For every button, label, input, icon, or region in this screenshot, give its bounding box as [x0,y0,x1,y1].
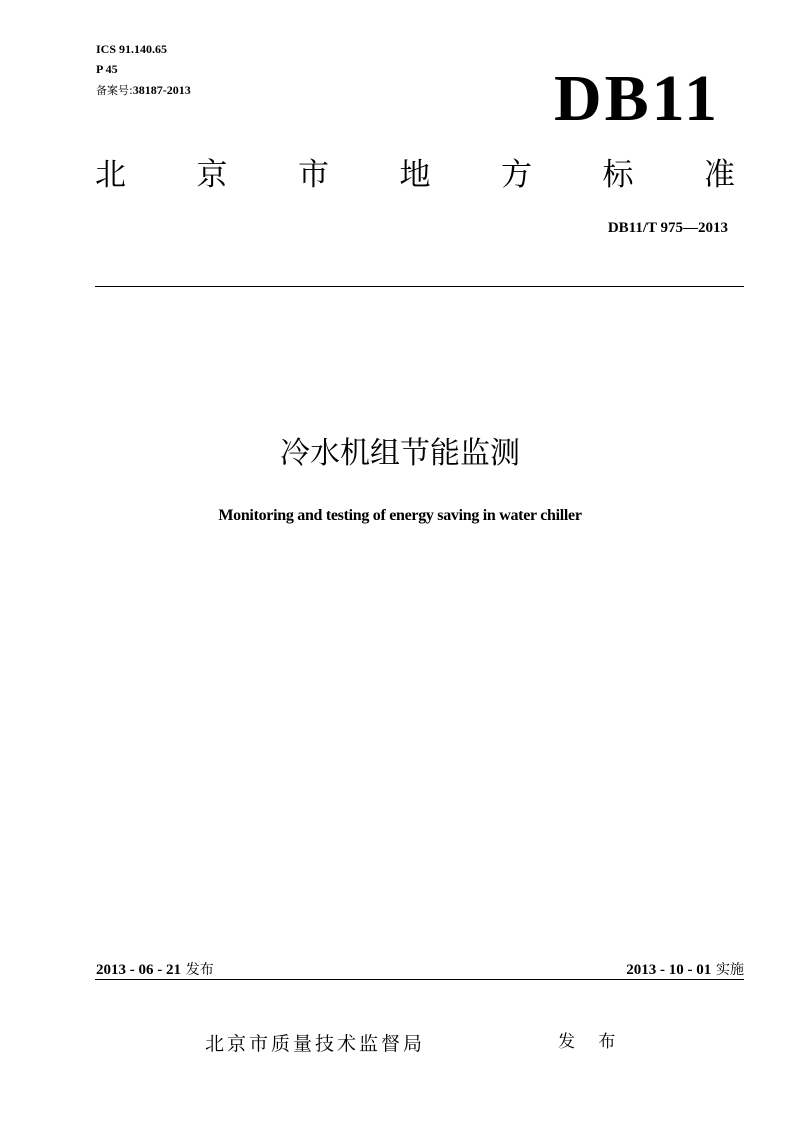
publish-label: 发 布 [558,1032,625,1052]
implement-date: 2013 - 10 - 01 [626,962,712,978]
standard-type-char: 方 [501,157,532,193]
ccs-code: P 45 [96,62,118,76]
ics-code: ICS 91.140.65 [96,42,168,56]
standard-code-db11: DB11 [553,62,720,135]
header-divider [95,286,744,287]
standard-type-heading [95,157,735,193]
title-chinese: 冷水机组节能监测 [280,436,520,471]
issuing-authority: 北京市质量技术监督局 [205,1033,426,1055]
standard-type-char: 京 [196,157,228,193]
standard-type-char: 准 [704,157,735,193]
issue-date: 2013 - 06 - 21 [96,962,181,978]
implement-label: 实施 [716,962,744,978]
standard-type-char: 北 [95,157,126,193]
filing-number: 38187-2013 [132,83,191,97]
standard-number: DB11/T 975—2013 [607,220,728,236]
title-english: Monitoring and testing of energy saving in water chiller [218,507,582,524]
filing-number-line [96,83,191,98]
issue-label: 发布 [185,962,214,978]
implement-date-line [626,959,744,980]
issue-date-line [96,959,214,980]
standard-type-char: 市 [298,157,329,193]
standard-type-char: 地 [399,157,431,193]
standard-type-char: 标 [602,157,634,193]
footer-divider [95,979,744,980]
filing-label: 备案号: [96,84,133,97]
